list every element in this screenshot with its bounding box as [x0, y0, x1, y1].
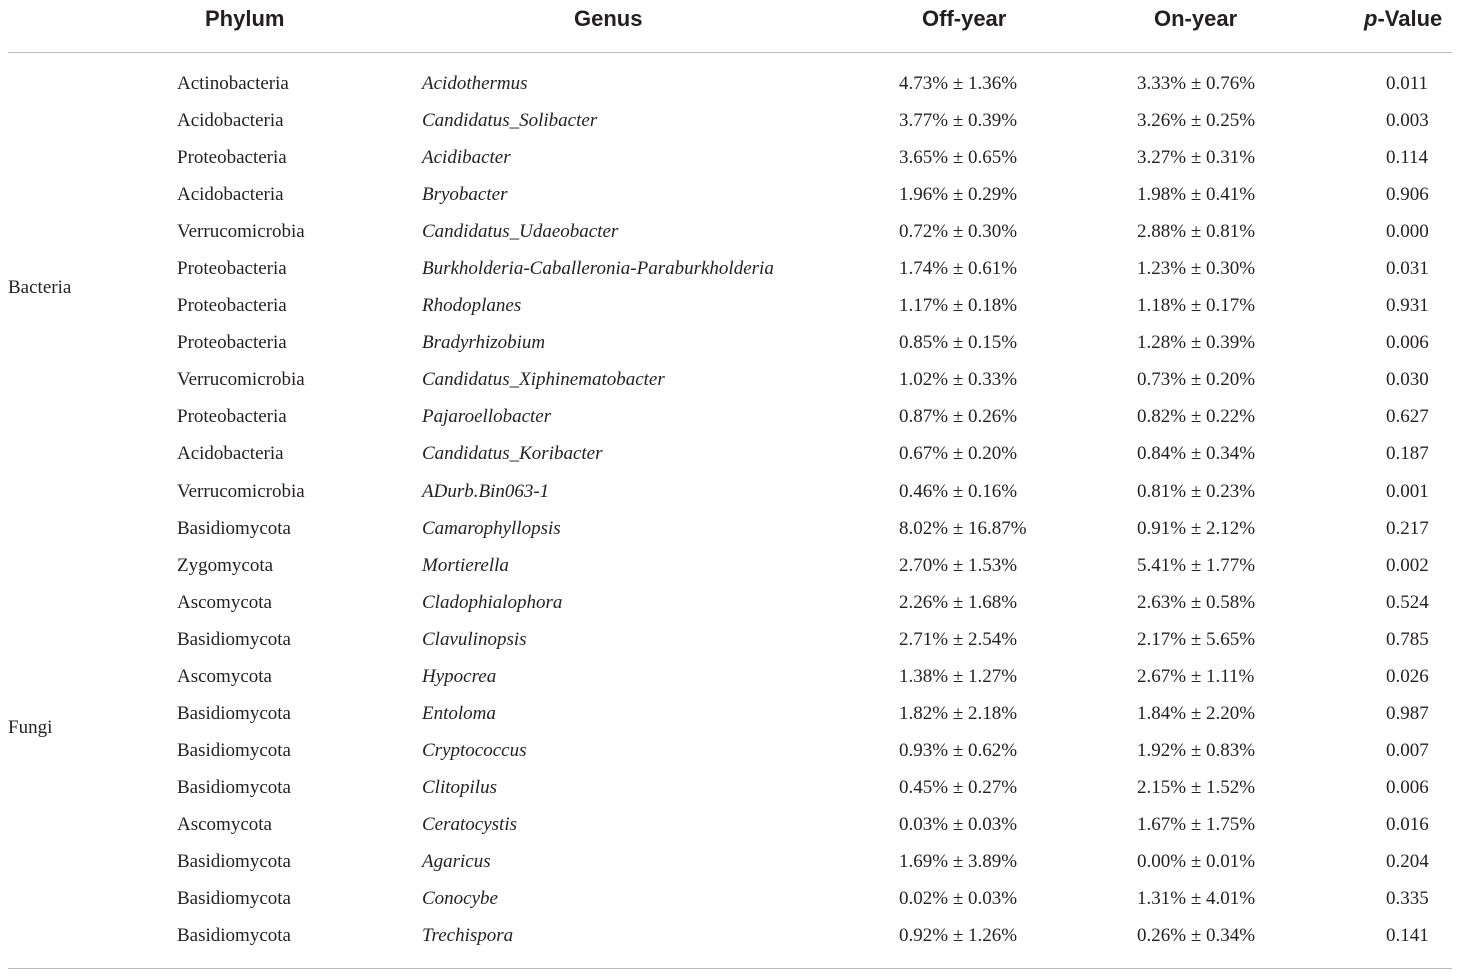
table-row	[0, 292, 1460, 329]
cell-on-year: 1.84% ± 2.20%	[1137, 702, 1256, 724]
table-row	[0, 737, 1460, 774]
cell-p-value: 0.524	[1386, 591, 1429, 613]
cell-off-year: 1.69% ± 3.89%	[899, 850, 1018, 872]
cell-on-year: 0.00% ± 0.01%	[1137, 850, 1256, 872]
cell-genus: Acidibacter	[422, 147, 511, 169]
cell-genus: Candidatus_Solibacter	[422, 110, 598, 132]
cell-genus: Candidatus_Koribacter	[422, 443, 603, 465]
cell-on-year: 0.73% ± 0.20%	[1137, 369, 1256, 391]
group-label-fungi: Fungi	[8, 717, 53, 738]
table-row	[0, 626, 1460, 663]
cell-on-year: 1.28% ± 0.39%	[1137, 332, 1256, 354]
header-p-value	[1364, 4, 1442, 34]
cell-phylum: Basidiomycota	[177, 702, 291, 724]
cell-off-year: 1.96% ± 0.29%	[899, 184, 1018, 206]
cell-on-year: 0.81% ± 0.23%	[1137, 480, 1256, 502]
table-row	[0, 515, 1460, 552]
cell-on-year: 1.31% ± 4.01%	[1137, 888, 1256, 910]
cell-p-value: 0.002	[1386, 554, 1429, 576]
cell-genus: Bradyrhizobium	[422, 332, 546, 354]
cell-p-value: 0.007	[1386, 739, 1429, 761]
table-row	[0, 181, 1460, 218]
cell-off-year: 0.72% ± 0.30%	[899, 221, 1018, 243]
cell-phylum: Ascomycota	[177, 813, 272, 835]
cell-off-year: 1.74% ± 0.61%	[899, 258, 1018, 280]
cell-off-year: 1.82% ± 2.18%	[899, 702, 1018, 724]
cell-p-value: 0.016	[1386, 813, 1429, 835]
header-p-value-italic: p	[1364, 6, 1378, 31]
cell-off-year: 0.87% ± 0.26%	[899, 406, 1018, 428]
cell-genus: Cryptococcus	[422, 739, 527, 761]
cell-p-value: 0.187	[1386, 443, 1429, 465]
cell-on-year: 2.67% ± 1.11%	[1137, 665, 1255, 687]
group-label-bacteria: Bacteria	[8, 277, 72, 298]
cell-on-year: 0.82% ± 0.22%	[1137, 406, 1256, 428]
cell-on-year: 0.84% ± 0.34%	[1137, 443, 1256, 465]
cell-p-value: 0.031	[1386, 258, 1429, 280]
cell-p-value: 0.001	[1386, 480, 1429, 502]
cell-p-value: 0.906	[1386, 184, 1429, 206]
table-row	[0, 700, 1460, 737]
cell-on-year: 1.18% ± 0.17%	[1137, 295, 1256, 317]
cell-genus: Ceratocystis	[422, 813, 517, 835]
cell-phylum: Proteobacteria	[177, 147, 287, 169]
cell-phylum: Basidiomycota	[177, 888, 291, 910]
cell-phylum: Ascomycota	[177, 591, 272, 613]
cell-p-value: 0.011	[1386, 73, 1429, 94]
cell-genus: ADurb.Bin063-1	[422, 480, 550, 502]
table-body	[0, 70, 1460, 959]
cell-off-year: 0.93% ± 0.62%	[899, 739, 1018, 761]
cell-p-value: 0.785	[1386, 628, 1429, 650]
cell-off-year: 0.03% ± 0.03%	[899, 813, 1018, 835]
cell-phylum: Basidiomycota	[177, 850, 291, 872]
cell-off-year: 1.17% ± 0.18%	[899, 295, 1018, 317]
cell-p-value: 0.030	[1386, 369, 1429, 391]
cell-phylum: Proteobacteria	[177, 332, 287, 354]
cell-on-year: 0.91% ± 2.12%	[1137, 517, 1256, 539]
cell-genus: Entoloma	[422, 702, 496, 724]
table-row	[0, 885, 1460, 922]
cell-off-year: 3.77% ± 0.39%	[899, 110, 1018, 132]
table-bottom-rule	[8, 968, 1452, 969]
cell-phylum: Basidiomycota	[177, 628, 291, 650]
cell-phylum: Basidiomycota	[177, 517, 291, 539]
cell-off-year: 2.70% ± 1.53%	[899, 554, 1018, 576]
cell-phylum: Verrucomicrobia	[177, 369, 305, 391]
cell-off-year: 0.92% ± 1.26%	[899, 925, 1018, 947]
cell-phylum: Verrucomicrobia	[177, 221, 305, 243]
cell-off-year: 0.85% ± 0.15%	[899, 332, 1018, 354]
cell-p-value: 0.204	[1386, 850, 1429, 872]
table-row	[0, 589, 1460, 626]
cell-genus: Cladophialophora	[422, 591, 563, 613]
cell-on-year: 1.92% ± 0.83%	[1137, 739, 1256, 761]
cell-p-value: 0.006	[1386, 776, 1429, 798]
cell-genus: Mortierella	[422, 554, 509, 576]
table-row	[0, 255, 1460, 292]
cell-off-year: 1.02% ± 0.33%	[899, 369, 1018, 391]
table-row	[0, 218, 1460, 255]
cell-off-year: 0.45% ± 0.27%	[899, 776, 1018, 798]
cell-genus: Candidatus_Xiphinematobacter	[422, 369, 665, 391]
header-off-year: Off-year	[922, 6, 1007, 31]
cell-genus: Candidatus_Udaeobacter	[422, 221, 619, 243]
cell-genus: Pajaroellobacter	[422, 406, 552, 428]
cell-phylum: Actinobacteria	[177, 73, 289, 94]
table-row	[0, 403, 1460, 440]
cell-p-value: 0.217	[1386, 517, 1429, 539]
cell-phylum: Verrucomicrobia	[177, 480, 305, 502]
cell-p-value: 0.627	[1386, 406, 1429, 428]
cell-on-year: 3.33% ± 0.76%	[1137, 73, 1256, 94]
cell-off-year: 4.73% ± 1.36%	[899, 73, 1018, 94]
table-row	[0, 663, 1460, 700]
header-p-value-rest: -Value	[1377, 6, 1443, 31]
cell-on-year: 1.98% ± 0.41%	[1137, 184, 1256, 206]
cell-on-year: 1.67% ± 1.75%	[1137, 813, 1256, 835]
cell-on-year: 2.15% ± 1.52%	[1137, 776, 1256, 798]
cell-genus: Acidothermus	[422, 73, 528, 94]
table-row	[0, 922, 1460, 959]
cell-p-value: 0.003	[1386, 110, 1429, 132]
table-row	[0, 440, 1460, 477]
table-row	[0, 478, 1460, 515]
cell-p-value: 0.026	[1386, 665, 1429, 687]
cell-phylum: Basidiomycota	[177, 925, 291, 947]
cell-off-year: 2.26% ± 1.68%	[899, 591, 1018, 613]
cell-genus: Camarophyllopsis	[422, 517, 561, 539]
cell-on-year: 2.88% ± 0.81%	[1137, 221, 1256, 243]
cell-phylum: Acidobacteria	[177, 184, 284, 206]
cell-p-value: 0.114	[1386, 147, 1429, 169]
cell-on-year: 3.26% ± 0.25%	[1137, 110, 1256, 132]
table-row	[0, 552, 1460, 589]
cell-phylum: Basidiomycota	[177, 739, 291, 761]
cell-phylum: Ascomycota	[177, 665, 272, 687]
cell-p-value: 0.335	[1386, 888, 1429, 910]
cell-genus: Clavulinopsis	[422, 628, 527, 650]
cell-genus: Bryobacter	[422, 184, 508, 206]
cell-phylum: Acidobacteria	[177, 443, 284, 465]
cell-phylum: Proteobacteria	[177, 406, 287, 428]
cell-off-year: 1.38% ± 1.27%	[899, 665, 1018, 687]
cell-p-value: 0.931	[1386, 295, 1429, 317]
cell-genus: Clitopilus	[422, 776, 497, 798]
header-on-year: On-year	[1154, 6, 1238, 31]
cell-on-year: 1.23% ± 0.30%	[1137, 258, 1256, 280]
cell-off-year: 2.71% ± 2.54%	[899, 628, 1018, 650]
cell-phylum: Zygomycota	[177, 554, 274, 576]
cell-phylum: Basidiomycota	[177, 776, 291, 798]
cell-genus: Conocybe	[422, 888, 498, 910]
cell-p-value: 0.000	[1386, 221, 1429, 243]
header-divider	[8, 52, 1452, 53]
cell-phylum: Proteobacteria	[177, 295, 287, 317]
cell-off-year: 0.02% ± 0.03%	[899, 888, 1018, 910]
header-genus: Genus	[574, 6, 643, 31]
cell-p-value: 0.141	[1386, 925, 1429, 947]
cell-off-year: 0.46% ± 0.16%	[899, 480, 1018, 502]
cell-genus: Hypocrea	[422, 665, 497, 687]
table-row	[0, 107, 1460, 144]
cell-phylum: Acidobacteria	[177, 110, 284, 132]
table-row	[0, 811, 1460, 848]
table-header	[0, 0, 1460, 40]
cell-on-year: 5.41% ± 1.77%	[1137, 554, 1256, 576]
table-row	[0, 848, 1460, 885]
header-phylum: Phylum	[205, 6, 285, 31]
cell-genus: Agaricus	[422, 850, 491, 872]
table-row	[0, 144, 1460, 181]
table-row	[0, 329, 1460, 366]
cell-p-value: 0.006	[1386, 332, 1429, 354]
table-row	[0, 366, 1460, 403]
cell-on-year: 2.63% ± 0.58%	[1137, 591, 1256, 613]
cell-on-year: 3.27% ± 0.31%	[1137, 147, 1256, 169]
cell-off-year: 0.67% ± 0.20%	[899, 443, 1018, 465]
table-row	[0, 70, 1460, 107]
cell-on-year: 2.17% ± 5.65%	[1137, 628, 1256, 650]
cell-genus: Trechispora	[422, 925, 514, 947]
table-row	[0, 774, 1460, 811]
cell-phylum: Proteobacteria	[177, 258, 287, 280]
cell-genus: Burkholderia-Caballeronia-Paraburkholderia	[422, 258, 774, 280]
cell-genus: Rhodoplanes	[422, 295, 522, 317]
cell-off-year: 3.65% ± 0.65%	[899, 147, 1018, 169]
cell-p-value: 0.987	[1386, 702, 1429, 724]
cell-off-year: 8.02% ± 16.87%	[899, 517, 1027, 539]
cell-on-year: 0.26% ± 0.34%	[1137, 925, 1256, 947]
